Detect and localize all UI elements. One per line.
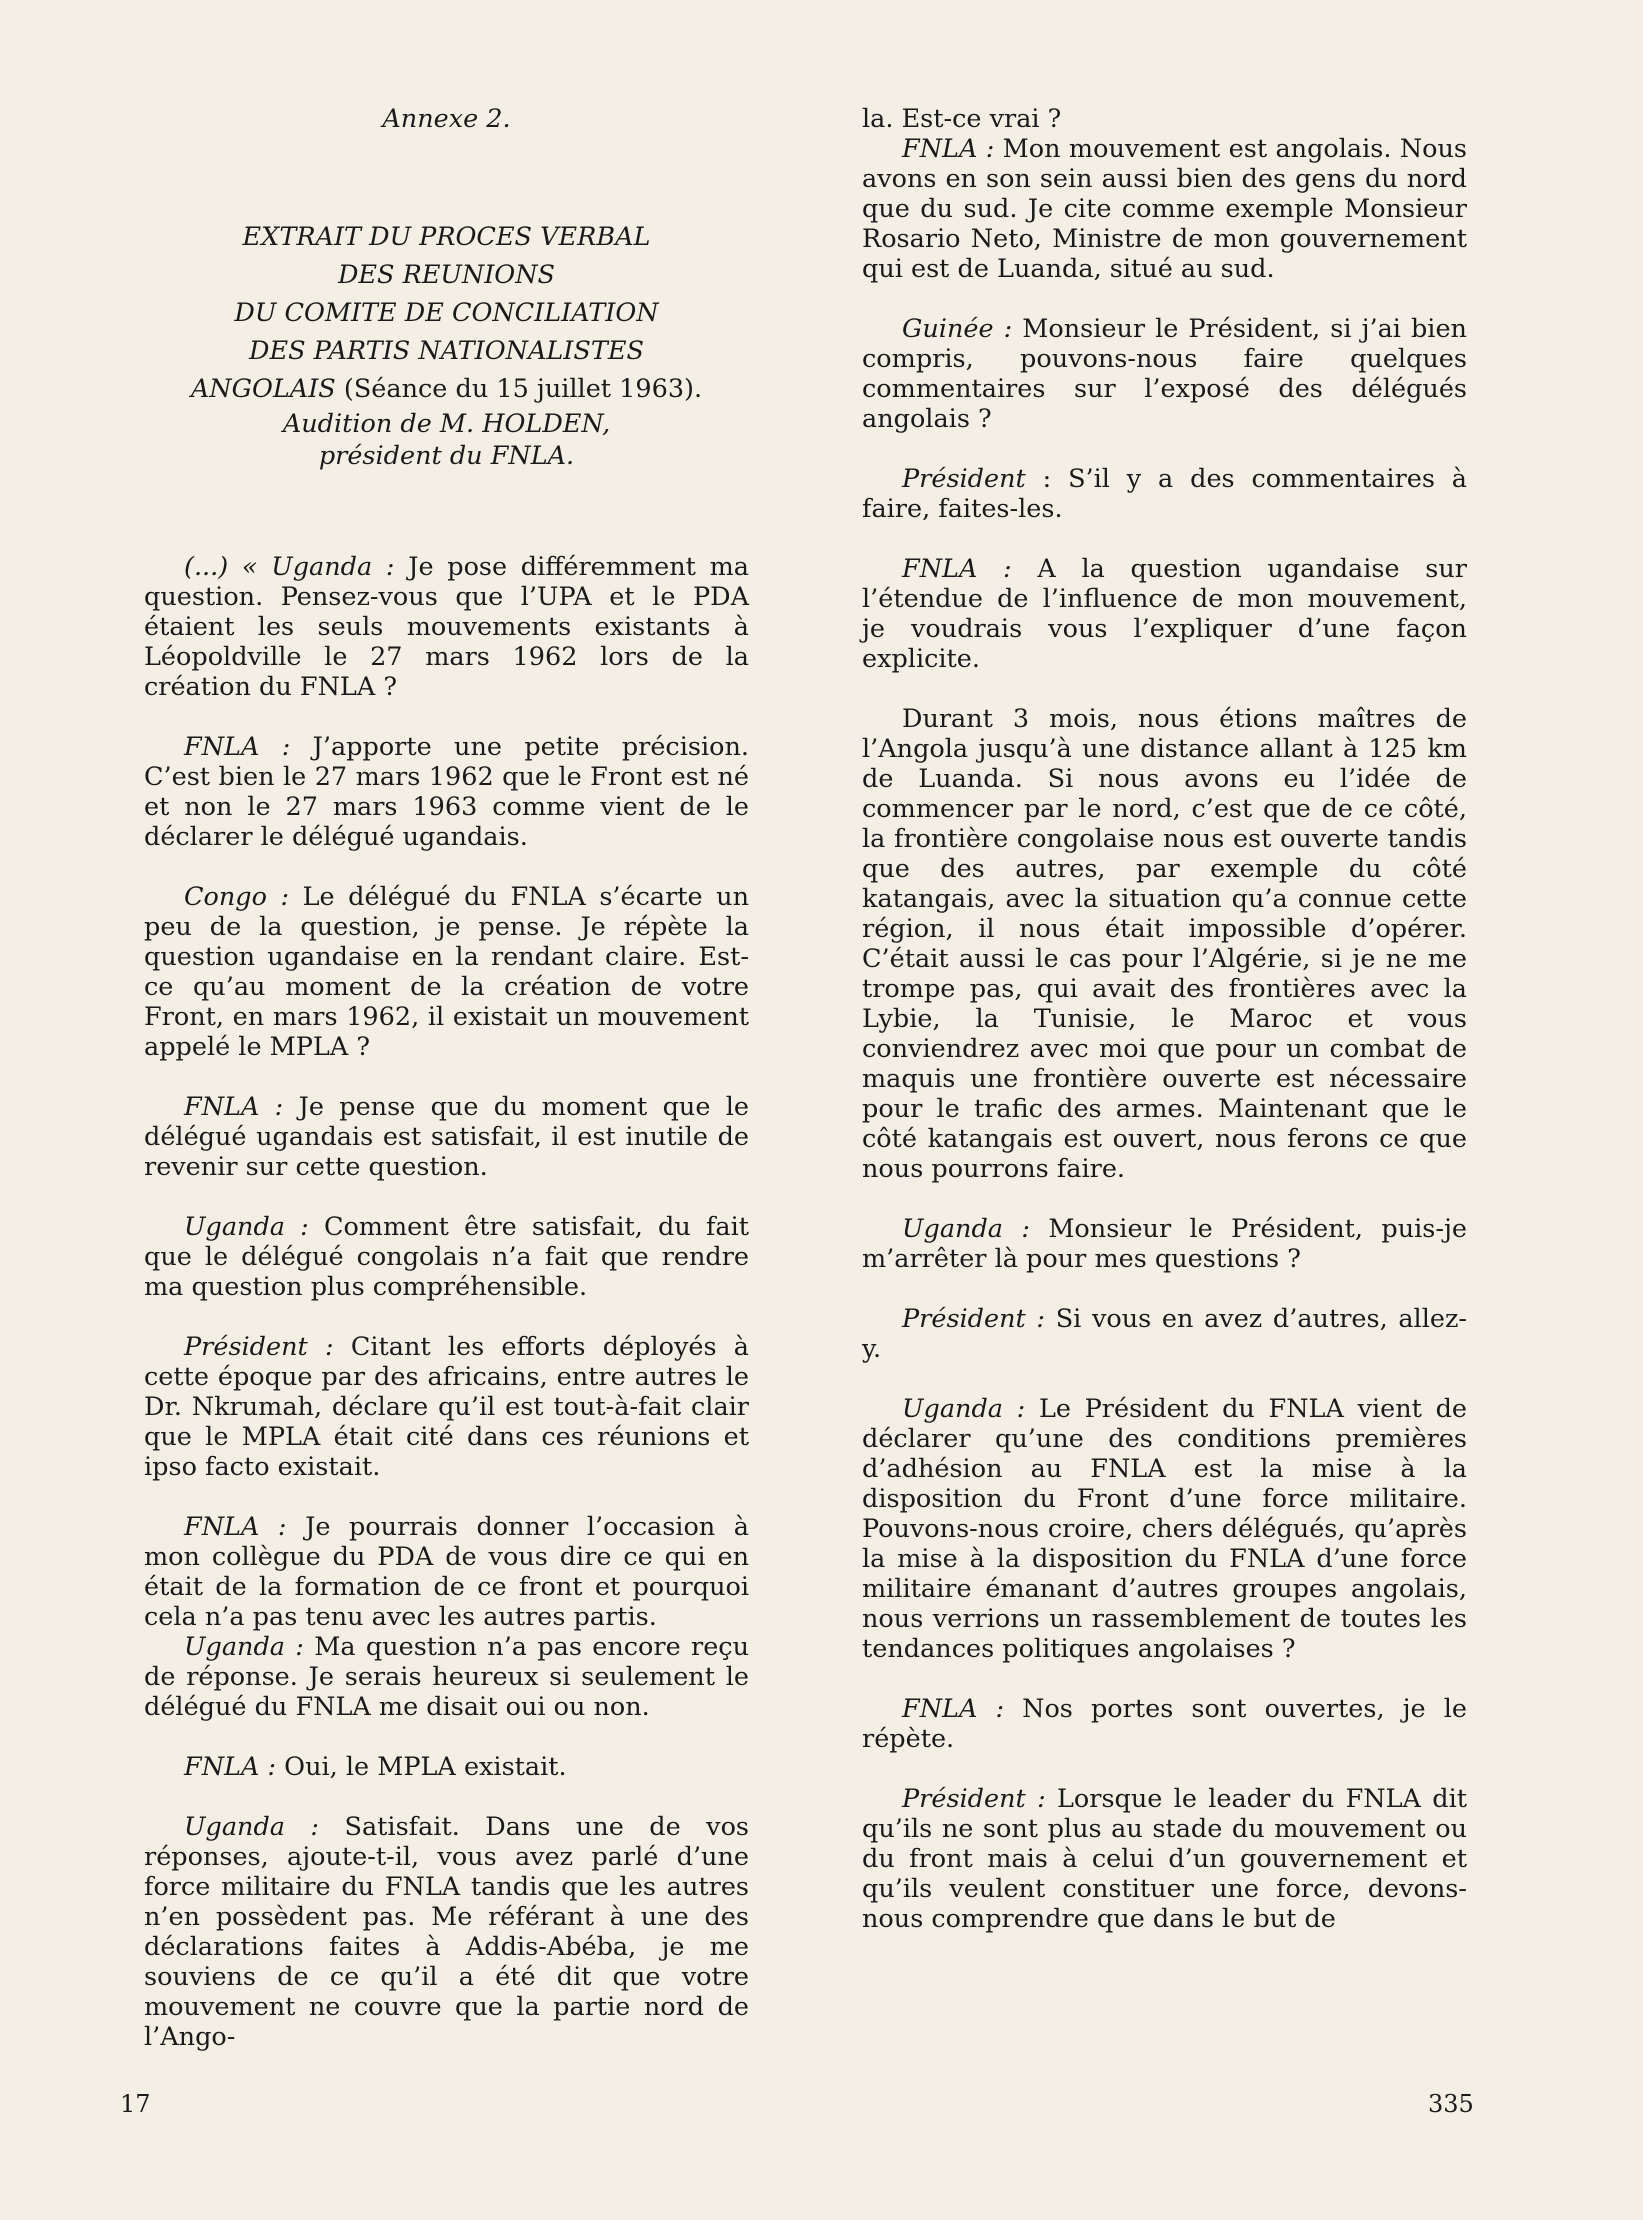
speaker-label: Président : — [184, 1332, 334, 1362]
speaker-label: FNLA : — [902, 554, 1012, 584]
dialogue-paragraph — [862, 1304, 1467, 1364]
speech-text: Je pose différemment ma question. Pensez-vous que l’UPA et le PDA étaient les seuls mouvements existants à Léopoldville le 27 mars 1962 lors de la création du FNLA ? — [144, 552, 749, 702]
title-date: (Séance du 15 juillet 1963). — [343, 374, 703, 404]
title-line: DES REUNIONS — [337, 260, 555, 290]
speech-text: la. Est-ce vrai ? — [862, 104, 1062, 134]
speaker-label: Guinée : — [902, 314, 1013, 344]
page-number-left: 17 — [120, 2090, 151, 2118]
right-paragraphs — [862, 104, 1467, 1934]
dialogue-paragraph — [862, 314, 1467, 434]
title-line: EXTRAIT DU PROCES VERBAL — [242, 222, 651, 252]
speaker-label: Président — [902, 464, 1026, 494]
dialogue-paragraph — [144, 552, 749, 702]
speaker-label: Uganda : — [902, 1394, 1026, 1424]
speaker-label: FNLA : — [902, 1694, 1005, 1724]
speaker-label: Président : — [902, 1304, 1046, 1334]
speaker-label: FNLA : — [184, 1512, 287, 1542]
speech-text: J’apporte une petite précision. C’est bien le 27 mars 1962 que le Front est né et non le 27 mars 1963 comme vient de le déclarer le délégué ugandais. — [144, 732, 749, 852]
dialogue-paragraph — [144, 1212, 749, 1302]
speaker-label: FNLA : — [184, 1092, 284, 1122]
speech-text: Monsieur le Président, puis-je m’arrêter là pour mes questions ? — [862, 1214, 1467, 1274]
speaker-label: Uganda : — [184, 1212, 309, 1242]
dialogue-paragraph — [144, 1752, 749, 1782]
dialogue-paragraph — [862, 1394, 1467, 1664]
right-column — [862, 104, 1467, 1964]
annex-label: Annexe 2. — [382, 104, 511, 134]
page-number-right: 335 — [1428, 2090, 1474, 2118]
dialogue-paragraph — [862, 1784, 1467, 1934]
speech-text: Citant les efforts déployés à cette époque par des africains, entre autres le Dr. Nkrumah, déclare qu’il est tout-à-fait clair que le MPLA était cité dans ces réunions et ipso facto existait. — [144, 1332, 749, 1482]
title-line — [144, 370, 749, 408]
speech-text: Le délégué du FNLA s’écarte un peu de la question, je pense. Je répète la question ugandaise en la rendant claire. Est-ce qu’au moment de la création de votre Front, en mars 1962, il existait un mouvement appelé le MPLA ? — [144, 882, 749, 1062]
speech-text: Le Président du FNLA vient de déclarer qu’une des conditions premières d’adhésion au FNLA est la mise à la disposition du Front d’une force militaire. Pouvons-nous croire, chers délégués, qu’après la mise à la disposition du FNLA d’une force militaire émanant d’autres groupes angolais, nous verrions un rassemblement de toutes les tendances politiques angolaises ? — [862, 1394, 1467, 1664]
title-italic: ANGOLAIS — [190, 374, 336, 404]
dialogue-paragraph — [144, 882, 749, 1062]
subtitle-line: président du FNLA. — [318, 441, 575, 471]
speech-text: Lorsque le leader du FNLA dit qu’ils ne sont plus au stade du mouvement ou du front mais à celui d’un gouvernement et qu’ils veulent constituer une force, devons-nous comprendre que dans le but de — [862, 1784, 1467, 1934]
subtitle-line: Audition de M. HOLDEN, — [282, 409, 611, 439]
speech-text: Oui, le MPLA existait. — [284, 1752, 567, 1782]
speech-text: Comment être satisfait, du fait que le délégué congolais n’a fait que rendre ma question plus compréhensible. — [144, 1212, 749, 1302]
speech-text: : S’il y a des commentaires à faire, faites-les. — [862, 464, 1468, 524]
document-title — [144, 218, 749, 472]
speaker-label: FNLA : — [184, 732, 291, 762]
speaker-label: Uganda : — [184, 1632, 304, 1662]
dialogue-paragraph — [144, 1092, 749, 1182]
dialogue-paragraph — [862, 464, 1467, 524]
dialogue-paragraph — [862, 554, 1467, 674]
dialogue-paragraph — [144, 732, 749, 852]
speaker-label: (...) « Uganda : — [184, 552, 395, 582]
left-paragraphs — [144, 552, 749, 2052]
title-line: DES PARTIS NATIONALISTES — [249, 336, 644, 366]
speaker-label: FNLA : — [184, 1752, 277, 1782]
speech-text: Nos portes sont ouvertes, je le répète. — [862, 1694, 1467, 1754]
speech-text: Je pense que du moment que le délégué ugandais est satisfait, il est inutile de revenir sur cette question. — [144, 1092, 750, 1182]
speaker-label: Congo : — [184, 882, 290, 912]
speaker-label: FNLA : — [902, 134, 995, 164]
left-column — [144, 104, 749, 2082]
speaker-label: Uganda : — [902, 1214, 1030, 1244]
dialogue-paragraph — [862, 1214, 1467, 1274]
speech-text: Satisfait. Dans une de vos réponses, ajoute-t-il, vous avez parlé d’une force militaire du FNLA tandis que les autres n’en possèdent pas. Me référant à une des déclarations faites à Addis-Abéba, je me souviens de ce qu’il a été dit que votre mouvement ne couvre que la partie nord de l’Ango- — [144, 1812, 750, 2052]
speech-text: Si vous en avez d’autres, allez-y. — [862, 1304, 1468, 1364]
dialogue-paragraph — [862, 134, 1467, 284]
dialogue-paragraph — [144, 1512, 749, 1632]
dialogue-paragraph — [144, 1332, 749, 1482]
speech-text: Durant 3 mois, nous étions maîtres de l’Angola jusqu’à une distance allant à 125 km de Luanda. Si nous avons eu l’idée de commencer par le nord, c’est que de ce côté, la frontière congolaise nous est ouverte tandis que des autres, par exemple du côté katangais, avec la situation qu’a connue cette région, il nous était impossible d’opérer. C’était aussi le cas pour l’Algérie, si je ne me trompe pas, qui avait des frontières avec la Lybie, la Tunisie, le Maroc et vous conviendrez avec moi que pour un combat de maquis une frontière ouverte est nécessaire pour le trafic des armes. Maintenant que le côté katangais est ouvert, nous ferons ce que nous pourrons faire. — [862, 704, 1467, 1184]
dialogue-paragraph — [144, 1632, 749, 1722]
speech-text: Je pourrais donner l’occasion à mon collègue du PDA de vous dire ce qui en était de la formation de ce front et pourquoi cela n’a pas tenu avec les autres partis. — [144, 1512, 749, 1632]
speech-text: Ma question n’a pas encore reçu de réponse. Je serais heureux si seulement le délégué du FNLA me disait oui ou non. — [144, 1632, 750, 1722]
dialogue-paragraph — [862, 1694, 1467, 1754]
dialogue-paragraph — [862, 704, 1467, 1184]
speaker-label: Uganda : — [184, 1812, 320, 1842]
title-line: DU COMITE DE CONCILIATION — [234, 298, 659, 328]
dialogue-paragraph — [862, 104, 1467, 134]
dialogue-paragraph — [144, 1812, 749, 2052]
speaker-label: Président : — [902, 1784, 1046, 1814]
speech-text: A la question ugandaise sur l’étendue de l’influence de mon mouvement, je voudrais vous l’expliquer d’une façon explicite. — [862, 554, 1467, 674]
speech-text: Monsieur le Président, si j’ai bien compris, pouvons-nous faire quelques commentaires sur l’exposé des délégués angolais ? — [862, 314, 1467, 434]
speech-text: Mon mouvement est angolais. Nous avons en son sein aussi bien des gens du nord que du sud. Je cite comme exemple Monsieur Rosario Neto, Ministre de mon gouvernement qui est de Luanda, situé au sud. — [862, 134, 1467, 284]
